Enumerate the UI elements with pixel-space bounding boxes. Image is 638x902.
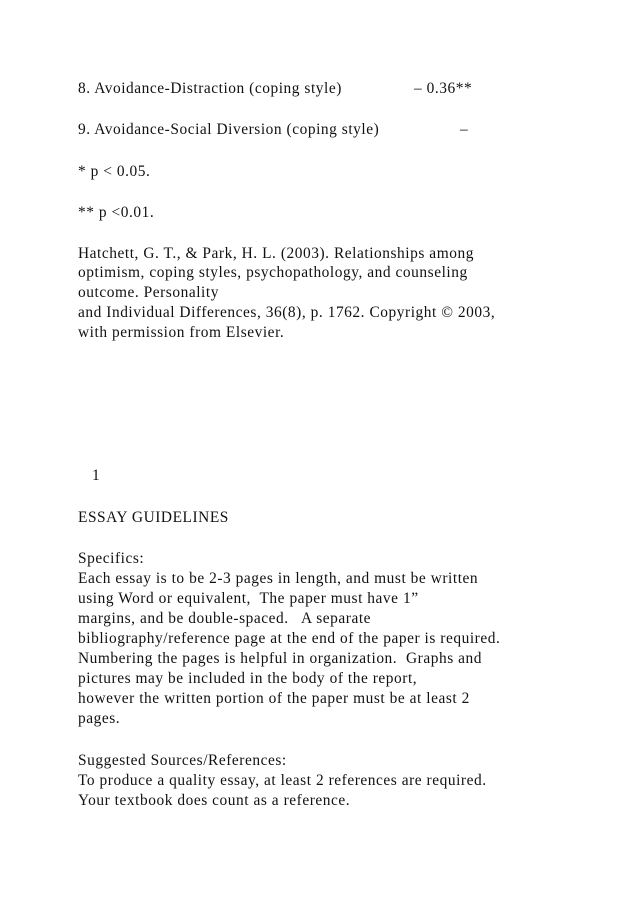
specifics-line: margins, and be double-spaced. A separate <box>78 610 372 627</box>
specifics-heading: Specifics: <box>78 550 145 567</box>
note-p01: ** p <0.01. <box>78 204 155 221</box>
essay-heading: ESSAY GUIDELINES <box>78 509 229 526</box>
sources-line: To produce a quality essay, at least 2 references are required. <box>78 772 487 789</box>
specifics-line: pages. <box>78 710 121 727</box>
citation-line-4: and Individual Differences, 36(8), p. 1762. Copyright © 2003, <box>78 304 496 321</box>
note-p05: * p < 0.05. <box>78 163 151 180</box>
citation-line-1: Hatchett, G. T., & Park, H. L. (2003). Relationships among <box>78 245 474 262</box>
table-row-8-value: – 0.36** <box>414 80 473 97</box>
specifics-line: Each essay is to be 2-3 pages in length, and must be written <box>78 570 479 587</box>
specifics-line: Numbering the pages is helpful in organization. Graphs and <box>78 650 483 667</box>
table-row-9-label: 9. Avoidance-Social Diversion (coping style) <box>78 121 380 138</box>
table-row-9-value: – <box>460 121 469 138</box>
page-number: 1 <box>92 467 101 484</box>
citation-line-5: with permission from Elsevier. <box>78 324 285 341</box>
specifics-line: pictures may be included in the body of the report, <box>78 670 418 687</box>
sources-line: Your textbook does count as a reference. <box>78 792 351 809</box>
citation-line-2: optimism, coping styles, psychopathology, and counseling <box>78 264 468 281</box>
specifics-line: however the written portion of the paper must be at least 2 <box>78 690 470 707</box>
specifics-line: using Word or equivalent, The paper must have 1” <box>78 590 419 607</box>
sources-heading: Suggested Sources/References: <box>78 752 287 769</box>
citation-line-3: outcome. Personality <box>78 284 219 301</box>
table-row-8-label: 8. Avoidance-Distraction (coping style) <box>78 80 342 97</box>
specifics-line: bibliography/reference page at the end of the paper is required. <box>78 630 501 647</box>
